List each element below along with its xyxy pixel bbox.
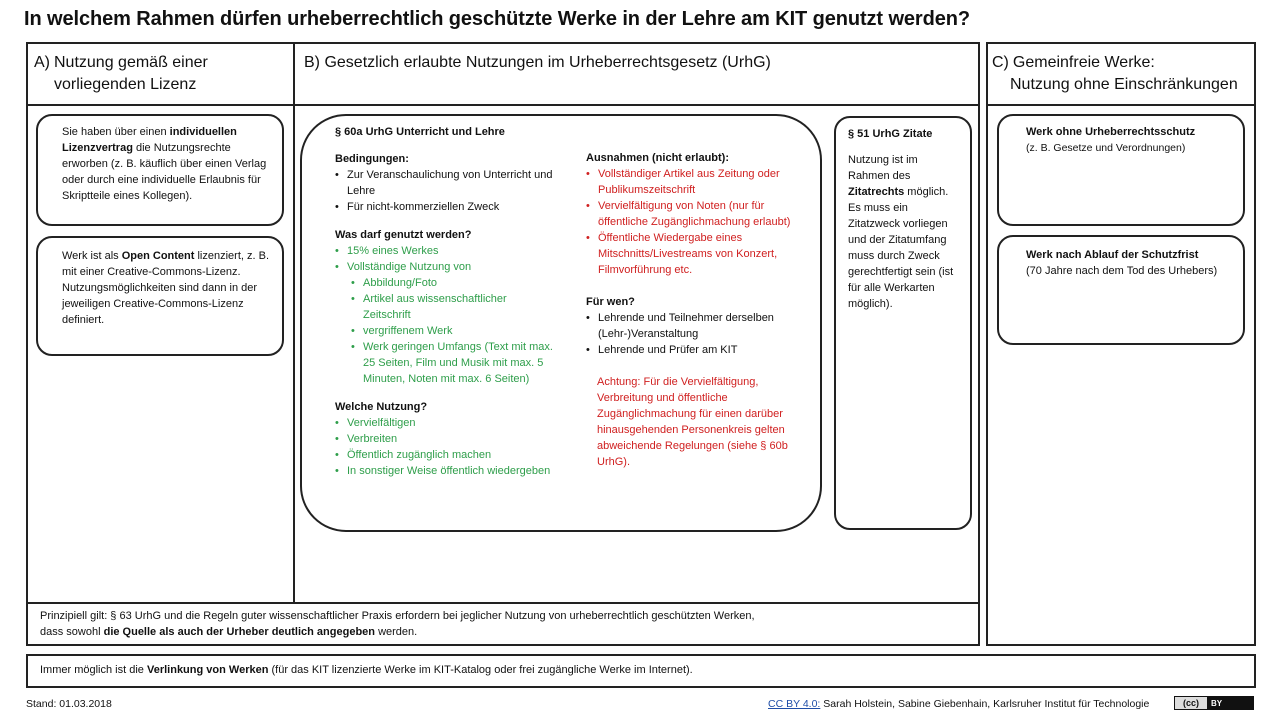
bedingungen-label: Bedingungen:	[335, 153, 409, 165]
list-item: • Öffentliche Wiedergabe eines Mitschnitts/Livestreams von Konzert, Filmvorführung etc.	[586, 230, 808, 278]
list-item: • Öffentlich zugänglich machen	[335, 447, 557, 463]
header-divider-c	[986, 104, 1256, 106]
column-c-header: C) Gemeinfreie Werke: Nutzung ohne Einschränkungen	[992, 54, 1238, 93]
list-item: • 15% eines Werkes	[335, 243, 557, 259]
stand-date: Stand: 01.03.2018	[26, 698, 112, 710]
linking-text: Immer möglich ist die Verlinkung von Werken (für das KIT lizenzierte Werke im KIT-Katalog oder frei zugängliche Werke im Internet).	[40, 664, 693, 676]
list-item: • Lehrende und Prüfer am KIT	[586, 342, 808, 358]
ausnahmen-label: Ausnahmen (nicht erlaubt):	[586, 152, 730, 164]
column-divider-ab	[293, 42, 295, 604]
license-contract-box: Sie haben über einen individuellen Lizenzvertrag die Nutzungsrechte erworben (z. B. käuflich über einen Verlag oder durch eine individuelle Erlaubnis für Skriptteile eines Kollegen).	[36, 114, 284, 226]
achtung-note: Achtung: Für die Vervielfältigung, Verbreitung und öffentliche Zugänglichmachung für einen darüber hinausgehenden Personenkreis gelten abweichende Regelungen (siehe § 60b UrhG).	[597, 376, 788, 468]
s60a-left-column	[335, 124, 557, 479]
cc-by-link[interactable]: CC BY 4.0:	[768, 698, 821, 710]
welche-label: Welche Nutzung?	[335, 401, 428, 413]
list-item: • Lehrende und Teilnehmer derselben (Lehr-)Veranstaltung	[586, 310, 808, 342]
cc-by-badge[interactable]	[1174, 696, 1254, 710]
list-item: • vergriffenem Werk	[335, 323, 557, 339]
list-item: • Vollständiger Artikel aus Zeitung oder Publikumszeitschrift	[586, 166, 808, 198]
cc-logo-icon: (cc)	[1175, 697, 1207, 709]
open-content-box: Werk ist als Open Content lizenziert, z. B. mit einer Creative-Commons-Lizenz. Nutzungsmöglichkeiten sind dann in der jeweiligen Creative-Commons-Lizenz definiert.	[36, 236, 284, 356]
s60a-title: § 60a UrhG Unterricht und Lehre	[335, 126, 505, 138]
list-item: • Abbildung/Foto	[335, 275, 557, 291]
list-item: • Verbreiten	[335, 431, 557, 447]
list-item: • Vervielfältigung von Noten (nur für öffentliche Zugänglichmachung erlaubt)	[586, 198, 808, 230]
list-item: • Vervielfältigen	[335, 415, 557, 431]
page-title: In welchem Rahmen dürfen urheberrechtlich geschützte Werke in der Lehre am KIT genutzt werden?	[24, 8, 970, 30]
no-copyright-box: Werk ohne Urheberrechtsschutz (z. B. Gesetze und Verordnungen)	[997, 114, 1245, 226]
column-b-header: B) Gesetzlich erlaubte Nutzungen im Urheberrechtsgesetz (UrhG)	[304, 54, 771, 71]
s51-title: § 51 UrhG Zitate	[848, 128, 933, 140]
list-item: • Für nicht-kommerziellen Zweck	[335, 199, 557, 215]
license-attribution: CC BY 4.0: Sarah Holstein, Sabine Giebenhain, Karlsruher Institut für Technologie	[768, 698, 1150, 710]
list-item: • Vollständige Nutzung von	[335, 259, 557, 275]
s51-text: Nutzung ist im Rahmen des Zitatrechts möglich. Es muss ein Zitatzweck vorliegen und der Zitatumfang muss durch Zweck gerechtfertigt sein (ist für alle Werkarten möglich).	[848, 154, 954, 310]
list-item: • Artikel aus wissenschaftlicher Zeitschrift	[335, 291, 557, 323]
fuer-label: Für wen?	[586, 296, 635, 308]
by-icon: BY	[1211, 698, 1223, 708]
s51-box	[834, 116, 972, 530]
expired-protection-box: Werk nach Ablauf der Schutzfrist (70 Jahre nach dem Tod des Urhebers)	[997, 235, 1245, 345]
list-item: • Zur Veranschaulichung von Unterricht und Lehre	[335, 167, 557, 199]
list-item: • In sonstiger Weise öffentlich wiedergeben	[335, 463, 557, 479]
principle-divider	[26, 602, 980, 604]
principle-text: Prinzipiell gilt: § 63 UrhG und die Regeln guter wissenschaftlicher Praxis erfordern bei jeglicher Nutzung von urheberrechtlich geschützten Werken, dass sowohl die Quelle als auch der Urheber deutlich angegeben werden.	[40, 610, 755, 638]
list-item: • Werk geringen Umfangs (Text mit max. 25 Seiten, Film und Musik mit max. 5 Minuten, Noten mit max. 6 Seiten)	[335, 339, 557, 387]
column-a-header: A) Nutzung gemäß einer vorliegenden Lizenz	[34, 54, 208, 93]
header-divider	[26, 104, 980, 106]
s60a-right-column	[586, 150, 808, 470]
was-label: Was darf genutzt werden?	[335, 229, 472, 241]
